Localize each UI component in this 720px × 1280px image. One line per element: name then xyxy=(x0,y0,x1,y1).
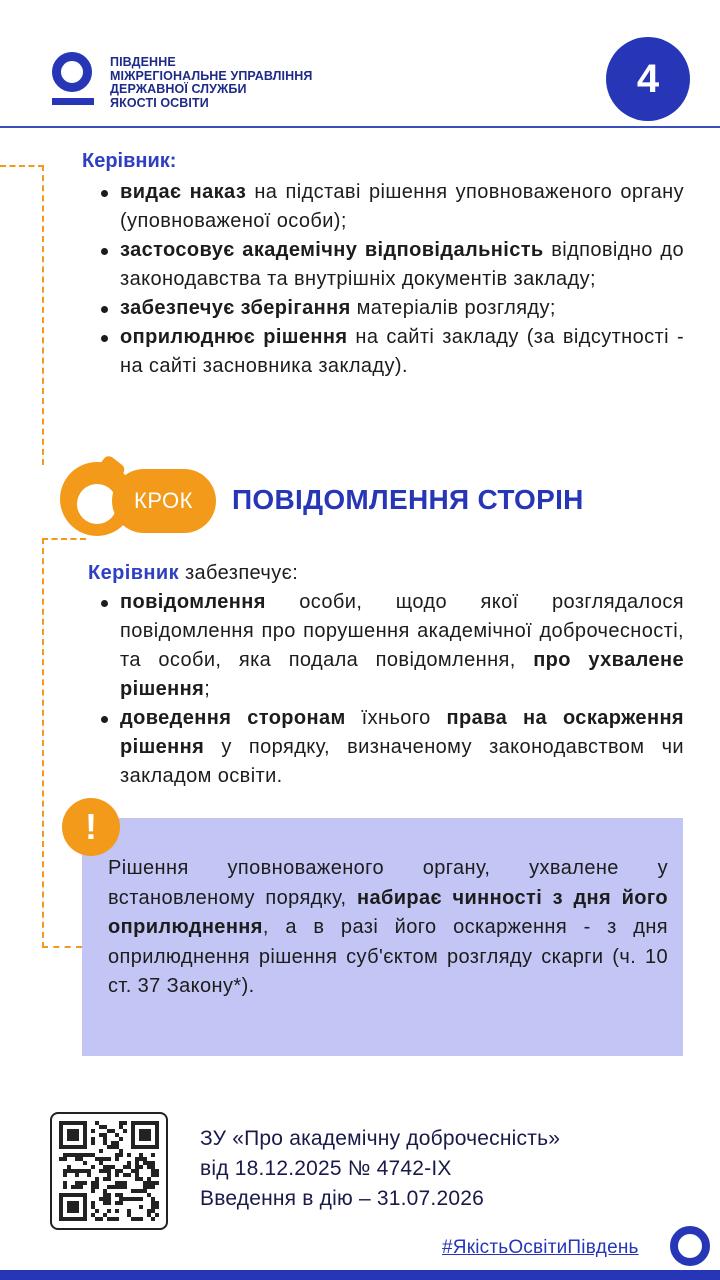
law-title: ЗУ «Про академічну доброчесність» xyxy=(200,1127,561,1150)
item-bold: оприлюднює рішення xyxy=(120,326,348,348)
item-bold: права на оскарження рішення xyxy=(120,707,684,758)
item-bold: доведення сторонам xyxy=(120,707,346,729)
intro-text: забезпечує: xyxy=(178,562,299,584)
item-bold: повідомлення xyxy=(120,591,266,613)
notice-text-part: , а в разі його оскарження - з дня оприлюднення рішення суб'єктом розгляду скарги (ч. 10 ст. 37 Закону*). xyxy=(108,916,668,997)
section-intro xyxy=(88,562,298,585)
list-item xyxy=(98,236,684,294)
page-number-badge: 4 xyxy=(606,37,690,121)
law-effective-date: Введення в дію – 31.07.2026 xyxy=(200,1187,484,1210)
intro-bold: Керівник xyxy=(88,562,179,584)
duties-list xyxy=(98,178,684,381)
dashed-connector xyxy=(0,165,44,167)
item-text: особи, щодо якої розглядалося повідомлення про порушення академічної доброчесності, та особи, яка подала повідомлення, xyxy=(120,591,684,671)
header xyxy=(0,0,720,128)
item-bold: видає наказ xyxy=(120,181,247,203)
dashed-connector xyxy=(42,538,86,540)
dashed-connector xyxy=(42,538,44,948)
section-heading: Керівник: xyxy=(82,150,177,172)
item-text: у порядку, визначеному законодавством чи закладом освіти. xyxy=(120,736,684,787)
list-item xyxy=(98,323,684,381)
qr-code[interactable] xyxy=(50,1112,168,1230)
item-text: ; xyxy=(204,678,211,700)
notice-text-part: Рішення уповноваженого органу, ухвалене у встановленому порядку, xyxy=(108,857,668,909)
notice-text xyxy=(108,854,668,1002)
item-text: їхнього xyxy=(345,707,447,729)
organization-name xyxy=(110,56,312,110)
org-line: МІЖРЕГІОНАЛЬНЕ УПРАВЛІННЯ xyxy=(110,68,313,83)
item-bold: про ухвалене рішення xyxy=(120,649,684,700)
notification-list xyxy=(98,588,684,791)
list-item xyxy=(98,178,684,236)
item-text: матеріалів розгляду; xyxy=(350,297,556,319)
item-text: відповідно до законодавства та внутрішніх документів закладу; xyxy=(120,239,684,290)
org-line: ЯКОСТІ ОСВІТИ xyxy=(110,95,209,110)
dashed-connector xyxy=(42,165,44,465)
item-text: на сайті закладу (за відсутності - на сайті засновника закладу). xyxy=(120,326,685,377)
list-item xyxy=(98,294,684,323)
hashtag-link[interactable]: #ЯкістьОсвітиПівдень xyxy=(442,1237,639,1258)
law-date: від 18.12.2025 № 4742-IX xyxy=(200,1157,452,1180)
notice-bold: набирає чинності з дня його оприлюднення xyxy=(108,886,668,938)
footer-bar xyxy=(0,1270,720,1280)
item-text: на підставі рішення уповноваженого органу (уповноваженої особи); xyxy=(120,181,684,232)
law-reference xyxy=(200,1124,560,1214)
exclamation-icon: ! xyxy=(62,798,120,856)
logo-icon xyxy=(670,1226,710,1266)
step-badge xyxy=(60,462,220,538)
dashed-connector xyxy=(42,946,82,948)
step-label: КРОК xyxy=(112,469,216,533)
list-item xyxy=(98,588,684,704)
step-title: ПОВІДОМЛЕННЯ СТОРІН xyxy=(232,484,584,515)
logo-icon xyxy=(50,52,98,108)
org-line: ПІВДЕННЕ xyxy=(110,55,176,69)
item-bold: застосовує академічну відповідальність xyxy=(120,239,544,261)
list-item xyxy=(98,704,684,791)
item-bold: забезпечує зберігання xyxy=(120,297,351,319)
org-line: ДЕРЖАВНОЇ СЛУЖБИ xyxy=(110,82,247,96)
